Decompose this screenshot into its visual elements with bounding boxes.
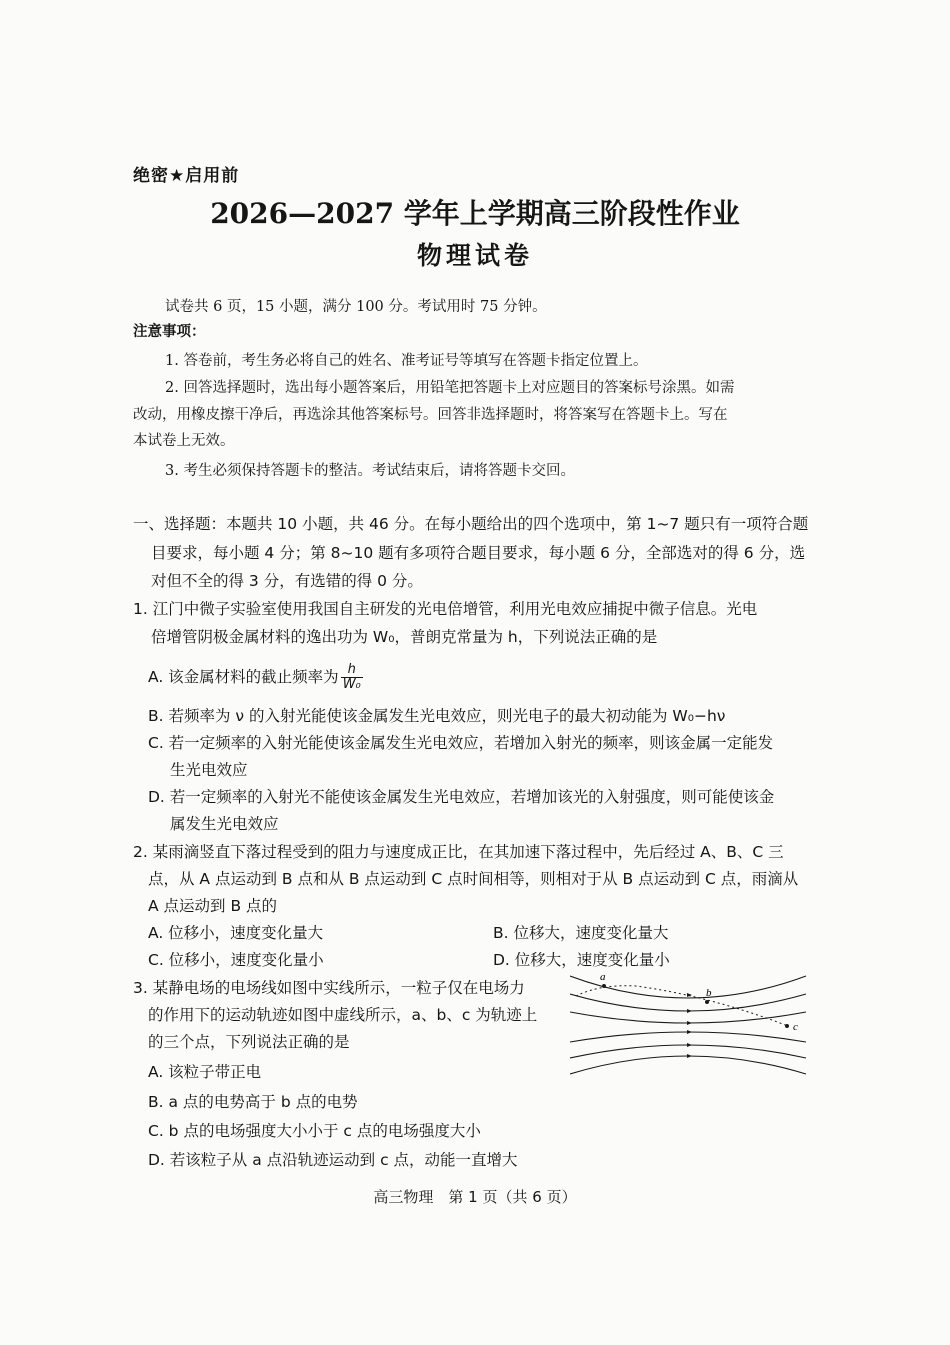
- point-b: [705, 1000, 709, 1004]
- q3-stem: 的作用下的运动轨迹如图中虚线所示，a、b、c 为轨迹上: [148, 1006, 538, 1024]
- fraction-numerator: h: [341, 663, 363, 678]
- field-arrow: [687, 993, 692, 997]
- q1-stem: 1. 江门中微子实验室使用我国自主研发的光电倍增管，利用光电效应捕捉中微子信息。光电: [133, 600, 758, 618]
- label-b: b: [706, 987, 712, 999]
- q2-stem: A 点运动到 B 点的: [148, 897, 278, 915]
- field-arrow: [687, 1054, 692, 1058]
- exam-title: 2026—2027 学年上学期高三阶段性作业: [210, 197, 740, 230]
- instructions-intro: 试卷共 6 页，15 小题，满分 100 分。考试用时 75 分钟。: [165, 299, 547, 315]
- instruction-item: 3. 考生必须保持答题卡的整洁。考试结束后，请将答题卡交回。: [165, 463, 575, 479]
- section-heading: 对但不全的得 3 分，有选错的得 0 分。: [151, 572, 423, 590]
- label-c: c: [793, 1021, 798, 1033]
- q3-option-c: C. b 点的电场强度大小小于 c 点的电场强度大小: [148, 1122, 481, 1140]
- field-arrow: [687, 1030, 692, 1034]
- field-arrow: [687, 1043, 692, 1047]
- cutoff-frequency-fraction: [341, 663, 363, 692]
- q2-option-b: B. 位移大，速度变化量大: [493, 924, 669, 942]
- exam-subtitle: 物理试卷: [416, 241, 533, 270]
- q2-option-d: D. 位移大，速度变化量小: [493, 951, 670, 969]
- q3-stem: 的三个点，下列说法正确的是: [148, 1033, 350, 1051]
- q1-option-b: B. 若频率为 ν 的入射光能使该金属发生光电效应，则光电子的最大初动能为 W₀−hν: [148, 707, 726, 725]
- q1-option-c: 生光电效应: [170, 761, 248, 779]
- instruction-item: 2. 回答选择题时，选出每小题答案后，用铅笔把答题卡上对应题目的答案标号涂黑。如需: [165, 380, 735, 396]
- section-heading: 目要求，每小题 4 分；第 8~10 题有多项符合题目要求，每小题 6 分，全部选对的得 6 分，选: [151, 544, 806, 562]
- instruction-item: 1. 答卷前，考生务必将自己的姓名、准考证号等填写在答题卡指定位置上。: [165, 353, 648, 369]
- q1-option-a: [148, 663, 363, 692]
- instruction-item: 本试卷上无效。: [133, 433, 235, 449]
- q1-option-d: 属发生光电效应: [170, 815, 279, 833]
- q2-stem: 2. 某雨滴竖直下落过程受到的阻力与速度成正比，在其加速下落过程中，先后经过 A、B、C 三: [133, 843, 784, 861]
- instructions-heading: 注意事项：: [133, 324, 206, 340]
- q2-option-a: A. 位移小，速度变化量大: [148, 924, 324, 942]
- instruction-item: 改动，用橡皮擦干净后，再选涂其他答案标号。回答非选择题时，将答案写在答题卡上。写在: [133, 407, 728, 423]
- q1-option-c: C. 若一定频率的入射光能使该金属发生光电效应，若增加入射光的频率，则该金属一定能发: [148, 734, 774, 752]
- q2-stem: 点，从 A 点运动到 B 点和从 B 点运动到 C 点时间相等，则相对于从 B 点运动到 C 点，雨滴从: [148, 870, 799, 888]
- field-arrow: [687, 1009, 692, 1013]
- field-arrow: [687, 1021, 692, 1025]
- q3-option-a: A. 该粒子带正电: [148, 1063, 262, 1081]
- q1-option-a-text: A. 该金属材料的截止频率为: [148, 668, 339, 686]
- electric-field-figure: [570, 968, 810, 1080]
- field-line: [570, 1012, 806, 1023]
- confidential-mark: 绝密★启用前: [133, 166, 240, 186]
- field-line: [570, 1056, 806, 1074]
- q1-option-d: D. 若一定频率的入射光不能使该金属发生光电效应，若增加该光的入射强度，则可能使该金: [148, 788, 775, 806]
- page-footer: 高三物理 第 1 页（共 6 页）: [373, 1188, 577, 1206]
- section-heading: 一、选择题：本题共 10 小题，共 46 分。在每小题给出的四个选项中，第 1~7 题只有一项符合题: [133, 515, 809, 533]
- q3-stem: 3. 某静电场的电场线如图中实线所示，一粒子仅在电场力: [133, 979, 525, 997]
- q3-option-b: B. a 点的电势高于 b 点的电势: [148, 1093, 358, 1111]
- fraction-denominator: W₀: [342, 677, 361, 692]
- q2-option-c: C. 位移小，速度变化量小: [148, 951, 324, 969]
- q1-stem: 倍增管阴极金属材料的逸出功为 W₀，普朗克常量为 h，下列说法正确的是: [151, 628, 658, 646]
- label-a: a: [600, 971, 606, 983]
- q3-option-d: D. 若该粒子从 a 点沿轨迹运动到 c 点，动能一直增大: [148, 1151, 518, 1169]
- point-a: [602, 984, 606, 988]
- point-c: [785, 1024, 789, 1028]
